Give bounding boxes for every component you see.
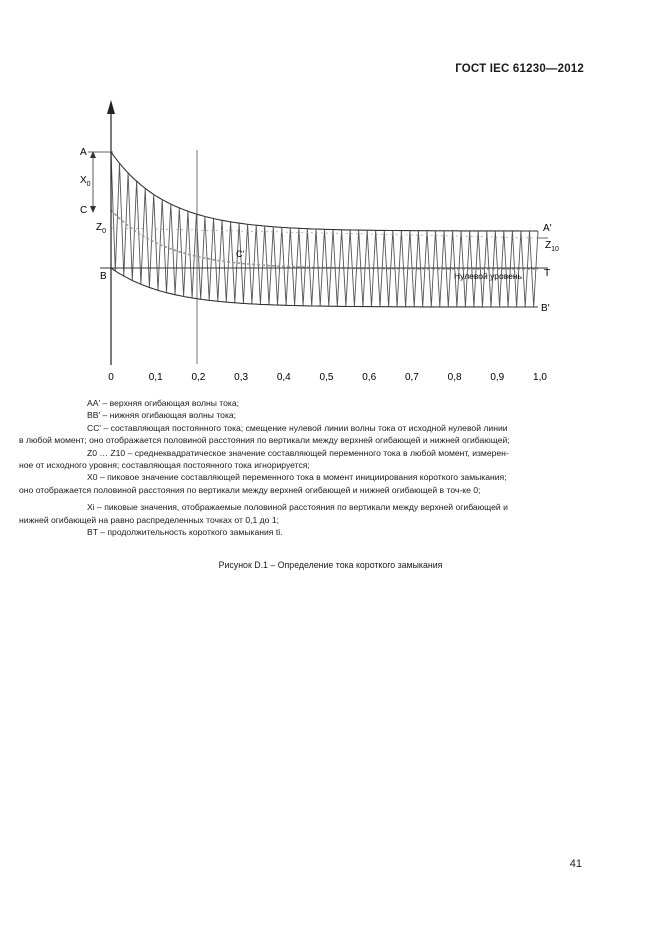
legend-cc-cont: в любой момент; оно отображается половиной расстояния по вертикали между верхней огибающей и нижней огибающей;: [19, 435, 510, 446]
upper-envelope-aa: [111, 152, 538, 231]
x0-arrow-down-icon: [90, 206, 96, 213]
x-tick-label: 0,8: [447, 372, 462, 383]
page-number: 41: [569, 858, 582, 870]
x-tick-label: 0,4: [276, 372, 291, 383]
label-z10: $Z_{10}$: [545, 240, 559, 253]
x-tick-label: 0,2: [191, 372, 206, 383]
legend-bt: BT – продолжительность короткого замыкания ti.: [87, 527, 283, 538]
figure-caption: Рисунок D.1 – Определение тока короткого замыкания: [218, 560, 443, 570]
y-axis-arrow-icon: [107, 100, 115, 114]
x-tick-label: 0,7: [404, 372, 419, 383]
label-x0: $X_0$: [80, 175, 91, 188]
x-tick-label: 0,9: [490, 372, 505, 383]
label-a-prime: A′: [543, 223, 552, 234]
document-code: ГОСТ IEC 61230—2012: [455, 63, 584, 75]
x-tick-label: 0,1: [148, 372, 163, 383]
legend-xi-cont: нижней огибающей на равно распределенных точках от 0,1 до 1;: [19, 514, 280, 525]
legend-xi: Xi – пиковые значения, отображаемые половиной расстояния по вертикали между верхней огибающей и: [87, 502, 508, 513]
legend-x0: X0 – пиковое значение составляющей переменного тока в момент инициирования короткого замыкания;: [87, 472, 507, 483]
label-c-prime: C′: [236, 249, 245, 259]
label-c: C: [80, 205, 88, 216]
legend-z: Z0 … Z10 – среднеквадратическое значение составляющей переменного тока в любой момент, измерен-: [87, 447, 509, 458]
x-tick-label: 1,0: [533, 372, 547, 383]
label-zero-level: Нулевой уровень: [454, 271, 523, 281]
short-circuit-current-figure: [0, 0, 661, 400]
x-tick-label: 0: [108, 372, 114, 383]
x-tick-label: 0,3: [234, 372, 249, 383]
label-b: B: [100, 271, 107, 282]
legend-aa: АА' – верхняя огибающая волны тока;: [87, 398, 240, 408]
label-b-prime: B′: [541, 303, 550, 314]
x-tick-label: 0,6: [362, 372, 377, 383]
x-tick-label: 0,5: [319, 372, 334, 383]
label-a: A: [80, 147, 87, 158]
x-tick-labels: [108, 372, 547, 383]
legend-x0-cont: оно отображается половиной расстояния по вертикали между верхней огибающей и нижней огибающей в точ-ке 0;: [19, 484, 481, 495]
legend-bb: BB' – нижняя огибающая волны тока;: [87, 410, 237, 421]
legend-z-cont: ное от исходного уровня; составляющая постоянного тока игнорируется;: [19, 460, 310, 471]
current-waveform: [111, 152, 538, 307]
legend-cc: СС' – составляющая постоянного тока; смещение нулевой линии волны тока от исходной нулевой линии: [87, 422, 508, 433]
label-z0: $Z_0$: [96, 222, 107, 235]
label-t: T: [544, 268, 551, 279]
figure-legend: [19, 397, 585, 538]
dc-component-cc: [111, 210, 538, 269]
